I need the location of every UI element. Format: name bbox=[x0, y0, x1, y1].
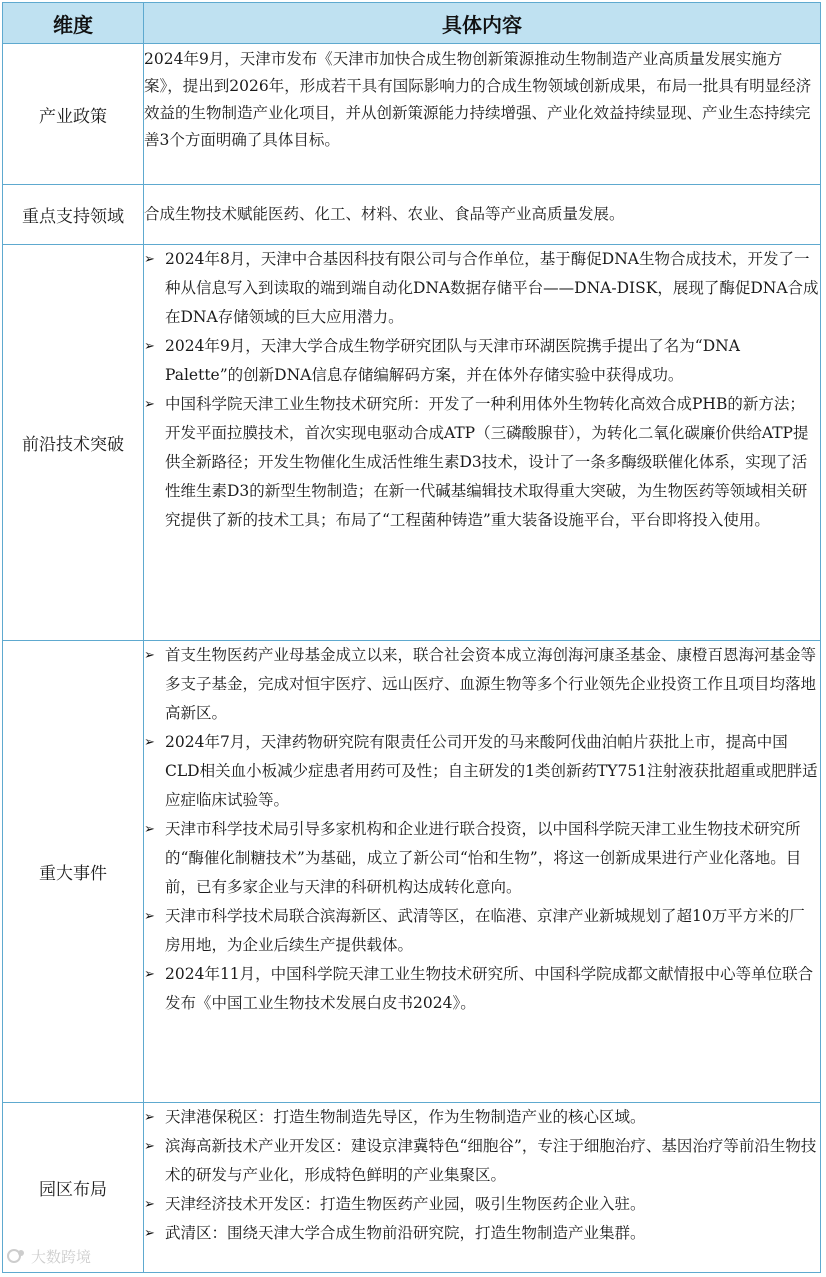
content-cell bbox=[144, 44, 821, 185]
bullet-arrow-icon: ➢ bbox=[144, 967, 155, 982]
dimension-cell: 园区布局 bbox=[3, 1103, 144, 1273]
list-item-text: 武清区：围绕天津大学合成生物前沿研究院，打造生物制造产业集群。 bbox=[165, 1224, 646, 1242]
list-item-text: 天津市科学技术局引导多家机构和企业进行联合投资，以中国科学院天津工业生物技术研究所的“酶催化制糖技术”为基础，成立了新公司“怡和生物”，将这一创新成果进行产业化落地。目前，已有多家企业与天津的科研机构达成转化意向。 bbox=[165, 820, 802, 896]
list-item bbox=[144, 641, 820, 728]
content-cell bbox=[144, 185, 821, 245]
header-row bbox=[3, 3, 821, 44]
list-item-text: 中国科学院天津工业生物技术研究所：开发了一种利用体外生物转化高效合成PHB的新方法；开发平面拉膜技术，首次实现电驱动合成ATP（三磷酸腺苷），为转化二氧化碳廉价供给ATP提供全新路径；开发生物催化生成活性维生素D3技术，设计了一条多酶级联催化体系，实现了活性维生素D3的新型生物制造；在新一代碱基编辑技术取得重大突破，为生物医药等领域相关研究提供了新的技术工具；布局了“工程菌种铸造”重大装备设施平台，平台即将投入使用。 bbox=[165, 395, 809, 529]
bullet-arrow-icon: ➢ bbox=[144, 735, 155, 750]
list-item-text: 首支生物医药产业母基金成立以来，联合社会资本成立海创海河康圣基金、康橙百恩海河基金等多支子基金，完成对恒宇医疗、远山医疗、血源生物等多个行业领先企业投资工作且项目均落地高新区。 bbox=[165, 646, 817, 722]
list-item-text: 天津经济技术开发区：打造生物医药产业园，吸引生物医药企业入驻。 bbox=[165, 1195, 646, 1213]
list-item bbox=[144, 1103, 820, 1132]
dimension-cell: 重点支持领域 bbox=[3, 185, 144, 245]
bullet-list bbox=[144, 245, 820, 535]
table-row bbox=[3, 245, 821, 641]
list-item bbox=[144, 728, 820, 815]
bullet-list bbox=[144, 1103, 820, 1248]
list-item bbox=[144, 1190, 820, 1219]
bullet-arrow-icon: ➢ bbox=[144, 252, 155, 267]
table-row bbox=[3, 641, 821, 1103]
bullet-arrow-icon: ➢ bbox=[144, 1197, 155, 1212]
list-item-text: 2024年11月，中国科学院天津工业生物技术研究所、中国科学院成都文献情报中心等单位联合发布《中国工业生物技术发展白皮书2024》。 bbox=[165, 965, 814, 1012]
list-item bbox=[144, 902, 820, 960]
list-item-text: 2024年8月，天津中合基因科技有限公司与合作单位，基于酶促DNA生物合成技术，开发了一种从信息写入到读取的端到端自动化DNA数据存储平台——DNA-DISK，展现了酶促DNA合成在DNA存储领域的巨大应用潜力。 bbox=[165, 250, 819, 326]
watermark-logo-icon bbox=[6, 1245, 28, 1267]
bullet-arrow-icon: ➢ bbox=[144, 909, 155, 924]
list-item-text: 滨海高新技术产业开发区：建设京津冀特色“细胞谷”，专注于细胞治疗、基因治疗等前沿生物技术的研发与产业化，形成特色鲜明的产业集聚区。 bbox=[165, 1137, 817, 1184]
bullet-arrow-icon: ➢ bbox=[144, 1139, 155, 1154]
list-item-text: 天津港保税区：打造生物制造先导区，作为生物制造产业的核心区域。 bbox=[165, 1108, 646, 1126]
content-table bbox=[2, 2, 821, 1273]
bullet-arrow-icon: ➢ bbox=[144, 397, 155, 412]
list-item bbox=[144, 1219, 820, 1248]
bullet-arrow-icon: ➢ bbox=[144, 822, 155, 837]
table-row bbox=[3, 1103, 821, 1273]
dimension-cell: 前沿技术突破 bbox=[3, 245, 144, 641]
paragraph-text: 合成生物技术赋能医药、化工、材料、农业、食品等产业高质量发展。 bbox=[144, 205, 625, 223]
content-cell bbox=[144, 641, 821, 1103]
header-content: 具体内容 bbox=[144, 3, 821, 44]
watermark-text: 大数跨境 bbox=[31, 1247, 92, 1266]
paragraph-text: 2024年9月，天津市发布《天津市加快合成生物创新策源推动生物制造产业高质量发展实施方案》，提出到2026年，形成若干具有国际影响力的合成生物领域创新成果，布局一批具有明显经济效益的生物制造产业化项目，并从创新策源能力持续增强、产业化效益持续显现、产业生态持续完善3个方面明确了具体目标。 bbox=[144, 50, 812, 149]
list-item bbox=[144, 332, 820, 390]
dimension-cell: 产业政策 bbox=[3, 44, 144, 185]
table-row bbox=[3, 185, 821, 245]
content-cell bbox=[144, 245, 821, 641]
list-item bbox=[144, 960, 820, 1018]
list-item bbox=[144, 1132, 820, 1190]
bullet-arrow-icon: ➢ bbox=[144, 648, 155, 663]
content-cell bbox=[144, 1103, 821, 1273]
watermark bbox=[6, 1245, 91, 1267]
list-item bbox=[144, 390, 820, 535]
list-item bbox=[144, 245, 820, 332]
list-item bbox=[144, 815, 820, 902]
header-dimension: 维度 bbox=[3, 3, 144, 44]
list-item-text: 2024年9月，天津大学合成生物学研究团队与天津市环湖医院携手提出了名为“DNA Palette”的创新DNA信息存储编解码方案，并在体外存储实验中获得成功。 bbox=[165, 337, 740, 384]
bullet-arrow-icon: ➢ bbox=[144, 1226, 155, 1241]
dimension-cell: 重大事件 bbox=[3, 641, 144, 1103]
bullet-list bbox=[144, 641, 820, 1018]
list-item-text: 2024年7月，天津药物研究院有限责任公司开发的马来酸阿伐曲泊帕片获批上市，提高中国CLD相关血小板减少症患者用药可及性；自主研发的1类创新药TY751注射液获批超重或肥胖适应症临床试验等。 bbox=[165, 733, 818, 809]
table-row bbox=[3, 44, 821, 185]
bullet-arrow-icon: ➢ bbox=[144, 339, 155, 354]
bullet-arrow-icon: ➢ bbox=[144, 1110, 155, 1125]
list-item-text: 天津市科学技术局联合滨海新区、武清等区，在临港、京津产业新城规划了超10万平方米的厂房用地，为企业后续生产提供载体。 bbox=[165, 907, 805, 954]
